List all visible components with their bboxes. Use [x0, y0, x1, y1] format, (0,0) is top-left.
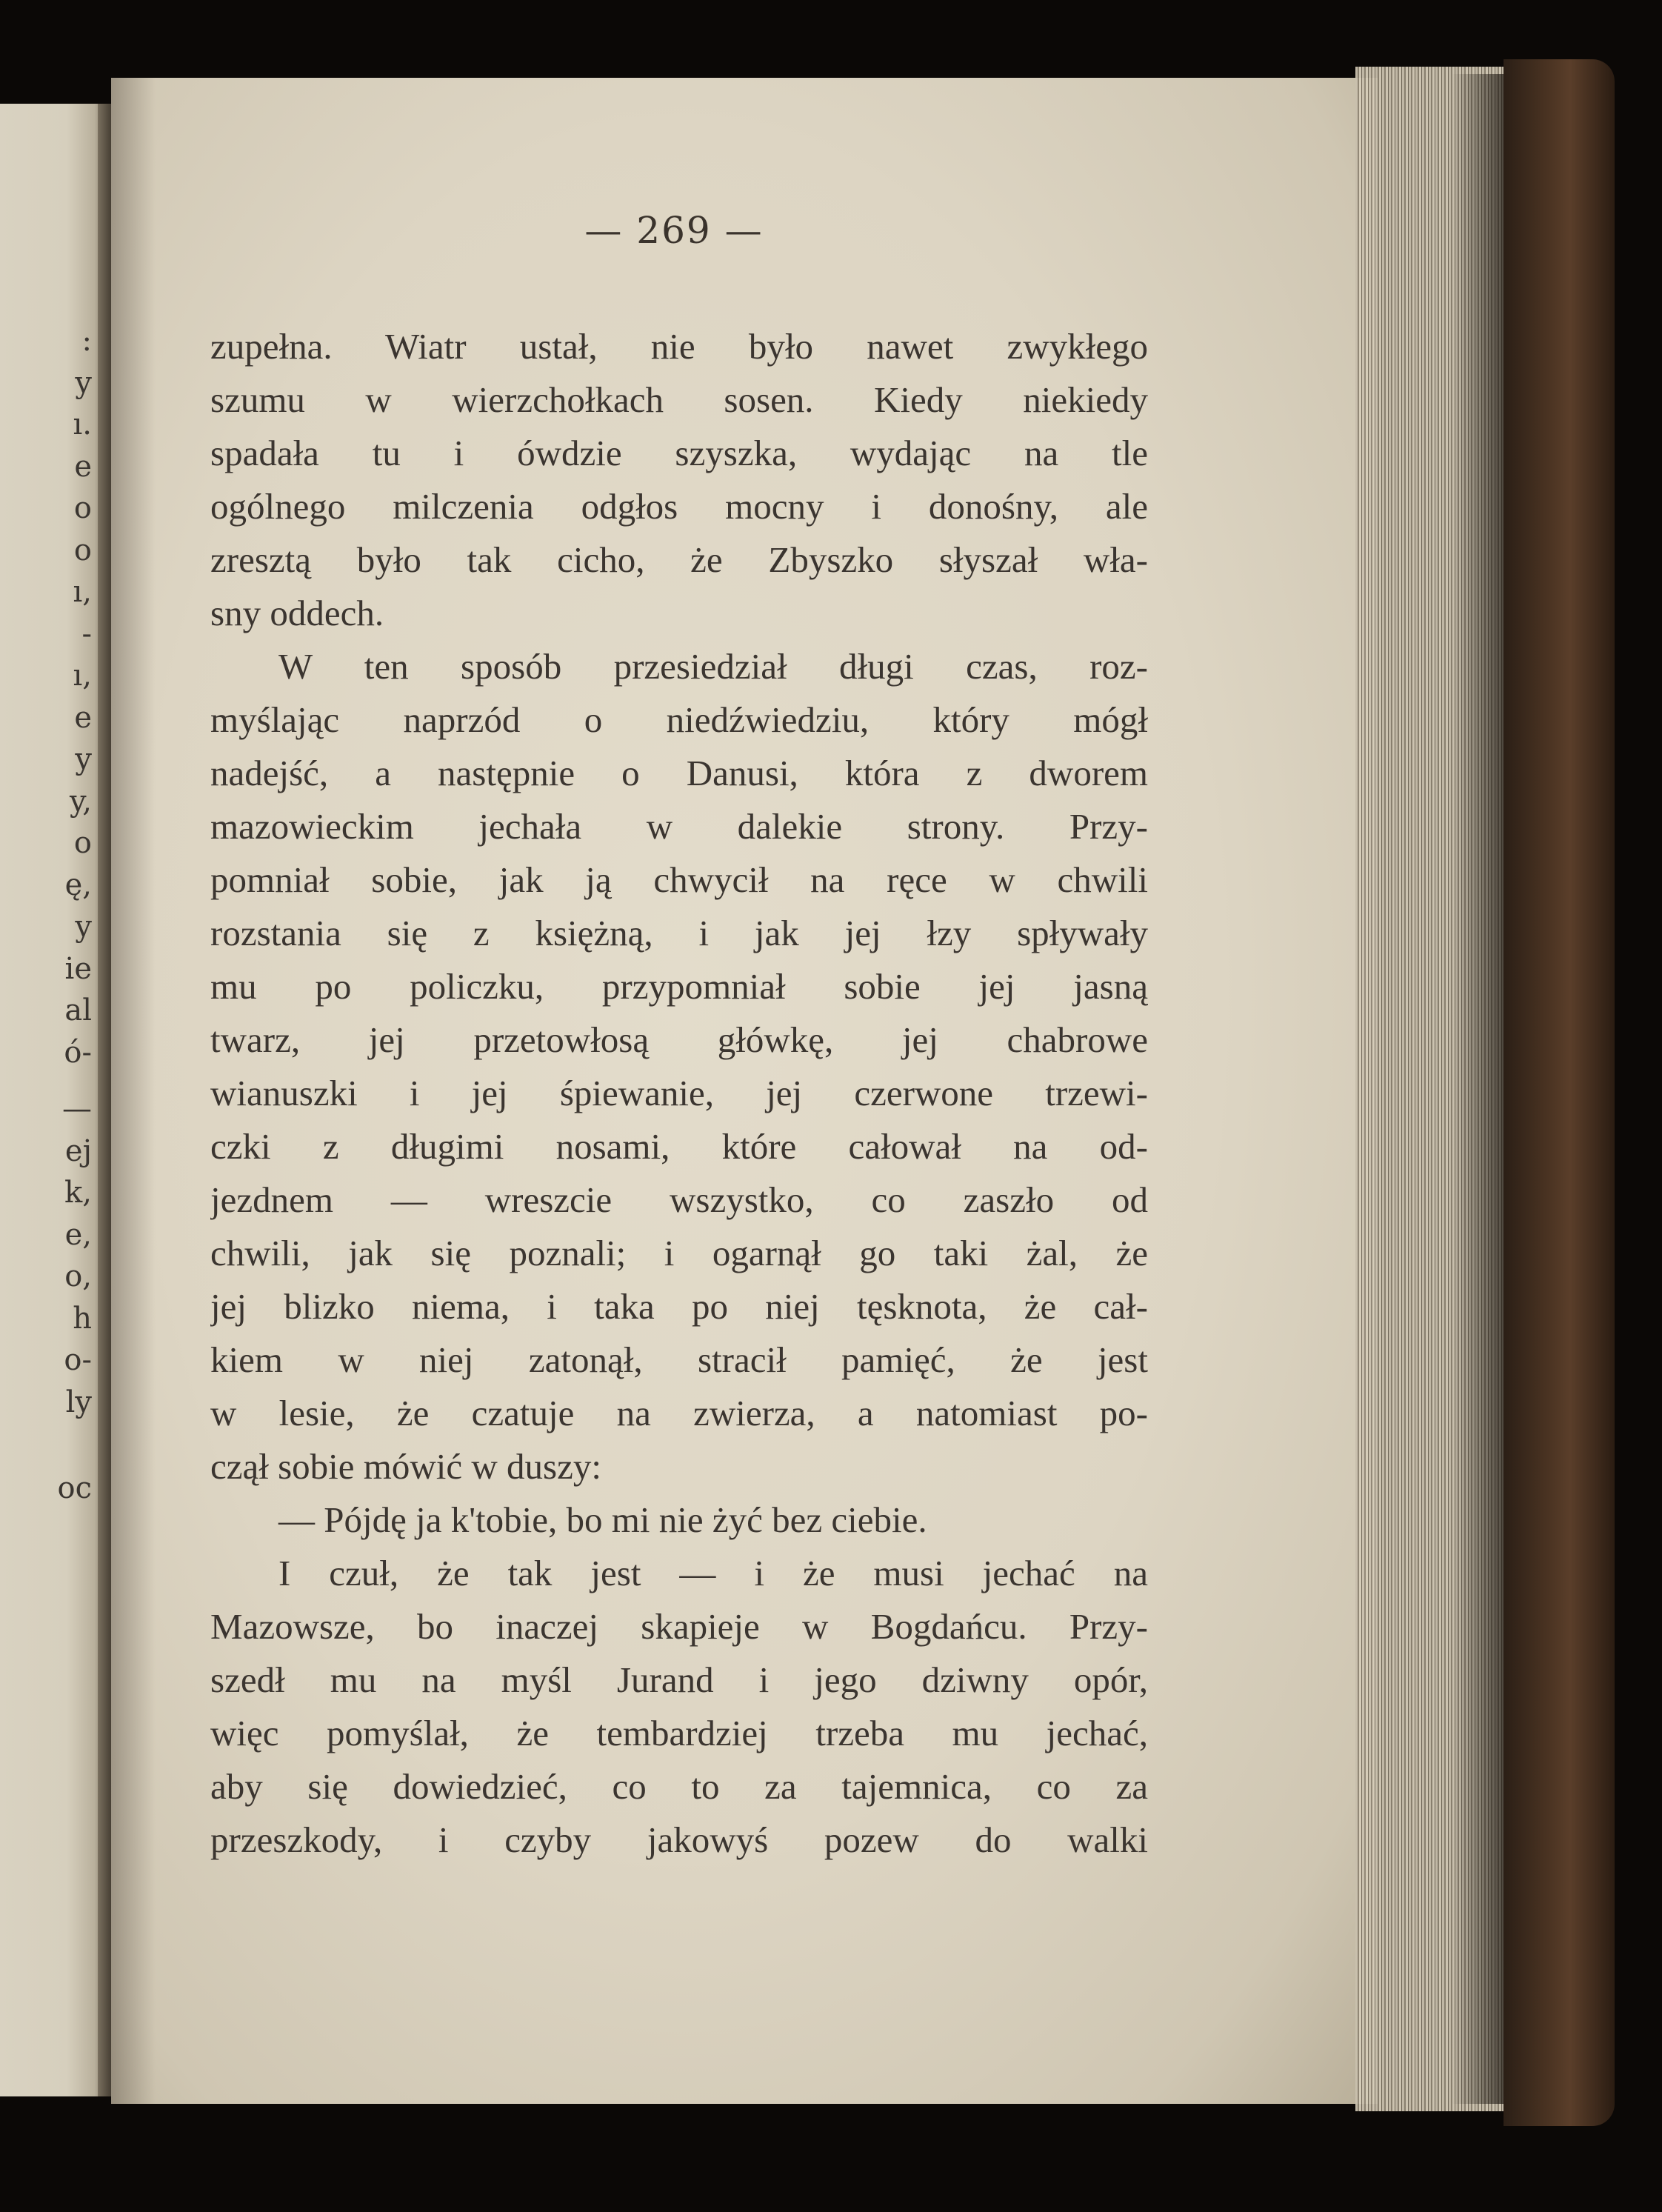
text-line: nadejść, a następnie o Danusi, która z dworem	[210, 753, 1148, 793]
text-line: czął sobie mówić w duszy:	[210, 1446, 601, 1487]
page-gutter-shadow	[111, 78, 156, 2104]
text-line: spadała tu i ówdzie szyszka, wydając na tle	[210, 433, 1148, 473]
left-page-fragment: o	[73, 491, 92, 525]
left-page-fragment: y,	[70, 784, 92, 819]
left-page-fragment: :	[81, 324, 92, 358]
text-line: zupełna. Wiatr ustał, nie było nawet zwykłego	[210, 326, 1148, 367]
text-line: mazowieckim jechała w dalekie strony. Przy-	[210, 806, 1148, 847]
left-page-fragment: ie	[64, 951, 92, 986]
text-line: wianuszki i jej śpiewanie, jej czerwone trzewi-	[210, 1073, 1148, 1113]
text-line: szumu w wierzchołkach sosen. Kiedy niekiedy	[210, 379, 1148, 420]
text-line: jezdnem — wreszcie wszystko, co zaszło od	[210, 1179, 1148, 1220]
text-line: chwili, jak się poznali; i ogarnął go taki żal, że	[210, 1233, 1148, 1273]
left-page-fragment: k,	[64, 1176, 92, 1210]
left-page-fragment: y	[75, 910, 92, 944]
text-line: sny oddech.	[210, 593, 384, 633]
left-page-fragment: oc	[57, 1471, 92, 1505]
left-page-fragment: y	[75, 742, 92, 776]
book-cover-edge	[1504, 59, 1615, 2126]
left-page-fragment: e,	[64, 1217, 92, 1252]
text-line: w lesie, że czatuje na zwierza, a natomiast po-	[210, 1393, 1148, 1433]
body-text	[210, 320, 1148, 1867]
text-line: kiem w niej zatonął, stracił pamięć, że jest	[210, 1339, 1148, 1380]
text-line: rozstania się z księżną, i jak jej łzy spływały	[210, 913, 1148, 953]
left-page-fragment: y	[75, 365, 92, 400]
left-page-fragment: e	[74, 449, 92, 484]
left-page-fragment: al	[64, 993, 92, 1027]
text-line: czki z długimi nosami, które całował na od-	[210, 1126, 1148, 1167]
left-page-fragment: —	[62, 1092, 92, 1126]
left-page-fragment: h	[73, 1301, 92, 1336]
text-line: twarz, jej przetowłosą główkę, jej chabrowe	[210, 1019, 1148, 1060]
left-page-fragment: -	[81, 616, 92, 651]
text-line: I czuł, że tak jest — i że musi jechać na	[278, 1553, 1148, 1593]
left-page-fragment: o,	[64, 1259, 92, 1293]
page-number: — 269 —	[584, 209, 764, 252]
text-line: przeszkody, i czyby jakowyś pozew do walki	[210, 1819, 1148, 1860]
text-line: szedł mu na myśl Jurand i jego dziwny opór,	[210, 1659, 1148, 1700]
text-line: myślając naprzód o niedźwiedziu, który mógł	[210, 699, 1148, 740]
text-line: aby się dowiedzieć, co to za tajemnica, co za	[210, 1766, 1148, 1807]
left-page-fragment: o	[73, 533, 92, 567]
left-page-fragment: ı,	[73, 659, 92, 693]
text-line: pomniał sobie, jak ją chwycił na ręce w chwili	[210, 859, 1148, 900]
text-line: ogólnego milczenia odgłos mocny i donośny, ale	[210, 486, 1148, 527]
text-line: mu po policzku, przypomniał sobie jej jasną	[210, 966, 1148, 1007]
text-line: więc pomyślał, że tembardziej trzeba mu jechać,	[210, 1713, 1148, 1753]
left-page-fragment: ó-	[64, 1035, 92, 1070]
left-page-fragment: e	[74, 700, 92, 735]
left-page-fragment: o	[73, 826, 92, 860]
left-page-fragment: ı,	[73, 575, 92, 609]
text-line: W ten sposób przesiedział długi czas, roz-	[278, 646, 1148, 687]
left-page-fragment: ı.	[73, 407, 92, 442]
text-line: jej blizko niema, i taka po niej tęsknota, że cał-	[210, 1286, 1148, 1327]
text-line: zresztą było tak cicho, że Zbyszko słyszał wła-	[210, 539, 1148, 580]
text-line: — Pójdę ja k'tobie, bo mi nie żyć bez ciebie.	[278, 1499, 927, 1540]
left-page-fragment: ę,	[64, 867, 92, 902]
left-page-fragment: o-	[64, 1343, 92, 1377]
left-page-fragment: ej	[64, 1133, 92, 1168]
text-line: Mazowsze, bo inaczej skapieje w Bogdańcu. Przy-	[210, 1606, 1148, 1647]
left-page-fragment: ly	[65, 1385, 92, 1419]
